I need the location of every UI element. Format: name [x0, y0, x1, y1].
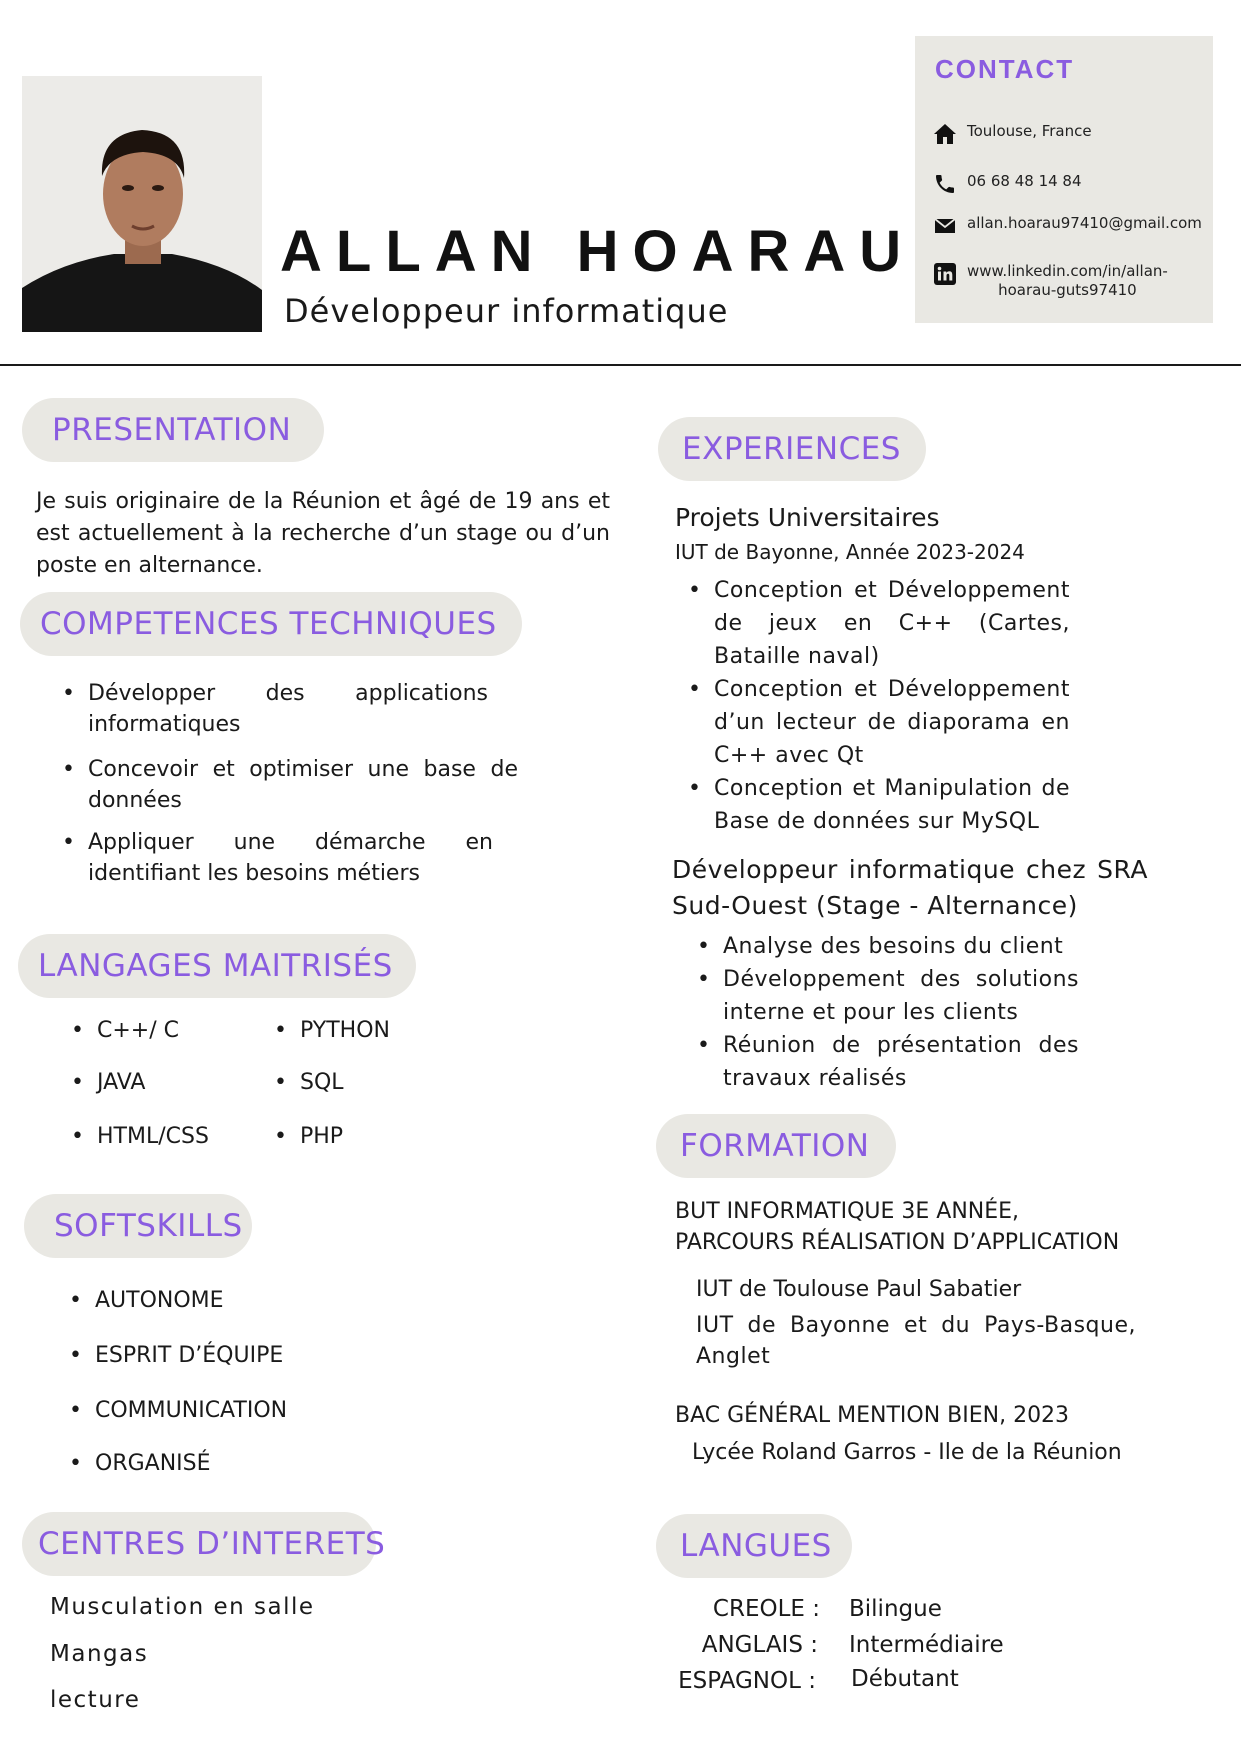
home-icon [933, 122, 957, 146]
section-langues-title: LANGUES [656, 1514, 852, 1578]
list-item: • Développer des applications informatiques [88, 678, 488, 740]
section-presentation-title: PRESENTATION [22, 398, 324, 462]
list-item: • COMMUNICATION [95, 1398, 287, 1423]
langue-level: Intermédiaire [849, 1632, 1004, 1658]
interest-item: Mangas [50, 1641, 149, 1667]
list-item: • Concevoir et optimiser une base de données [88, 754, 518, 816]
section-langages-title: LANGAGES MAITRISÉS [18, 934, 416, 998]
interest-item: Musculation en salle [50, 1594, 315, 1620]
formation-iut-toulouse: IUT de Toulouse Paul Sabatier [696, 1277, 1022, 1302]
candidate-name: ALLAN HOARAU [280, 219, 916, 284]
stage-heading: Développeur informatique chez SRA Sud-Ouest (Stage - Alternance) [672, 855, 1148, 920]
langue-level: Bilingue [849, 1596, 942, 1622]
list-item: • JAVA [97, 1070, 145, 1095]
stage-list [723, 930, 1079, 1095]
phone-icon [933, 172, 957, 196]
formation-iut-bayonne: IUT de Bayonne et du Pays-Basque, Anglet [696, 1313, 1136, 1369]
linkedin-line-2: hoarau-guts97410 [998, 281, 1137, 299]
projets-list [714, 574, 1070, 838]
list-item: • SQL [300, 1070, 344, 1095]
langue-name: ESPAGNOL : [678, 1668, 816, 1694]
formation-lycee: Lycée Roland Garros - Ile de la Réunion [692, 1440, 1122, 1465]
linkedin-line-1: www.linkedin.com/in/allan- [967, 262, 1168, 280]
list-item: • Développement des solutions interne et pour les clients [723, 963, 1079, 1029]
section-formation-title: FORMATION [656, 1114, 896, 1178]
header-divider [0, 364, 1241, 366]
interest-item: lecture [50, 1687, 141, 1713]
phone-text: 06 68 48 14 84 [967, 172, 1082, 190]
contact-email[interactable] [933, 214, 1202, 238]
competences-list [88, 678, 518, 889]
section-softskills-title: SOFTSKILLS [24, 1194, 252, 1258]
langue-name: CREOLE : [712, 1596, 820, 1622]
contact-phone [933, 172, 1082, 196]
list-item: • Conception et Manipulation de Base de données sur MySQL [714, 772, 1070, 838]
profile-photo [22, 76, 262, 332]
contact-card [915, 36, 1213, 323]
location-text: Toulouse, France [967, 122, 1092, 140]
list-item: • Réunion de présentation des travaux réalisés [723, 1029, 1079, 1095]
list-item: • ORGANISÉ [95, 1451, 211, 1476]
list-item: • ESPRIT D’ÉQUIPE [95, 1343, 283, 1368]
list-item: • Conception et Développement d’un lecteur de diaporama en C++ avec Qt [714, 673, 1070, 772]
list-item: • Conception et Développement de jeux en C++ (Cartes, Bataille naval) [714, 574, 1070, 673]
contact-location [933, 122, 1092, 146]
email-text[interactable]: allan.hoarau97410@gmail.com [967, 214, 1202, 232]
section-competences-title: COMPETENCES TECHNIQUES [20, 592, 522, 656]
langue-level: Débutant [851, 1666, 959, 1692]
formation-but: BUT INFORMATIQUE 3E ANNÉE, PARCOURS RÉALISATION D’APPLICATION [675, 1199, 1120, 1255]
section-interets-title: CENTRES D’INTERETS [22, 1512, 376, 1576]
list-item: • Analyse des besoins du client [723, 930, 1079, 963]
projets-heading: Projets Universitaires [675, 503, 940, 532]
linkedin-url[interactable] [967, 262, 1168, 300]
formation-bac: BAC GÉNÉRAL MENTION BIEN, 2023 [675, 1403, 1070, 1428]
presentation-text: Je suis originaire de la Réunion et âgé de 19 ans et est actuellement à la recherche d’un stage ou d’un poste en alternance. [36, 489, 610, 578]
langue-name: ANGLAIS : [701, 1632, 818, 1658]
list-item: • Appliquer une démarche en identifiant les besoins métiers [88, 827, 493, 889]
contact-title: CONTACT [935, 54, 1075, 84]
section-experiences-title: EXPERIENCES [658, 417, 926, 481]
contact-linkedin[interactable] [933, 262, 1168, 300]
list-item: • C++/ C [97, 1018, 179, 1043]
list-item: • PYTHON [300, 1018, 390, 1043]
mail-icon [933, 214, 957, 238]
list-item: • PHP [300, 1124, 343, 1149]
projets-subheading: IUT de Bayonne, Année 2023-2024 [675, 540, 1025, 564]
list-item: • HTML/CSS [97, 1124, 209, 1149]
job-title: Développeur informatique [284, 292, 729, 330]
linkedin-icon [933, 262, 957, 286]
list-item: • AUTONOME [95, 1288, 224, 1313]
